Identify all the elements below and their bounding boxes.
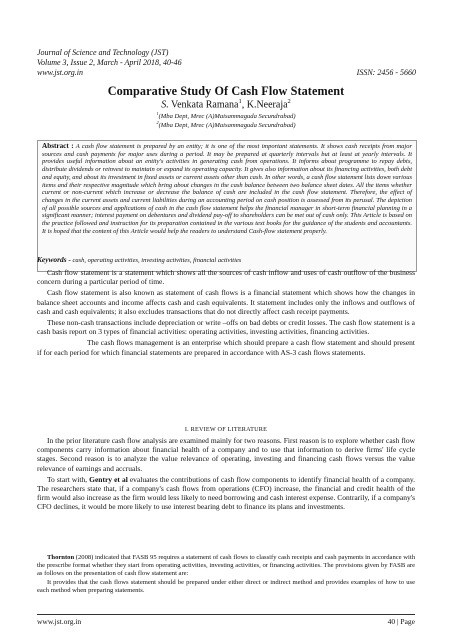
paragraph-6-author: Gentry et al [89,474,128,484]
footer-rule [37,614,415,615]
paragraph-6 [37,475,415,512]
journal-name: Journal of Science and Technology (JST) [37,48,169,57]
intro-paragraphs [37,268,415,357]
footer-website[interactable]: www.jst.org.in [37,617,82,626]
affiliation-2-text: (Mba Dept, Mrec (A)Maisammaguda Secundrabad) [158,122,296,130]
author-2-name: K.Neeraja [246,99,288,111]
keywords-text: cash, operating activities, investing activities, financial activities [70,257,242,264]
affiliation-1 [0,111,452,120]
section-heading: I. REVIEW OF LITERATURE [184,426,268,433]
paragraph-5: In the prior literature cash flow analysis are examined mainly for two reasons. First reason is to explore whether cash flow components carry information about financial health of a company and to use that information to derive firms' life cycle stages. Second reason is to analyze the value relevance of operating, investing and financing cash flows versus the value relevance of earnings and accruals. [37,436,415,473]
paragraph-4: The cash flows management is an enterprise which should prepare a cash flow statement and should present if for each period for which financial statements are prepared in accordance with AS-3 cash flows statements. [37,338,415,357]
review-paragraphs [37,436,415,512]
journal-issn: ISSN: 2456 - 5660 [356,68,416,77]
affiliation-2 [0,120,452,129]
abstract-label: Abstract : [42,142,74,150]
paragraph-7 [37,554,415,578]
paragraph-6-text: evaluates the contributions of cash flow components to identify financial health of a company. The researchers state that, if a company's cash flows from operations (CFO) increase, the financial and credit health of the firm would also increase as the firm would less likely to need borrowing and cash interest expense. Contrarily, if a company's CFO declines, it would be more likely to use interest bearing debt to finance its plans and investments. [37,474,415,512]
paragraph-7-author: Thornton [47,554,75,561]
author-2-sup: 2 [287,98,291,105]
author-separator: , [241,99,247,111]
paragraph-2: Cash flow statement is also known as statement of cash flows is a financial statement which shows how the changes in balance sheet accounts and income affects cash and cash equivalents. It statement includes only the inflows and outflows of cash and cash equivalents; it also excludes transactions that do not directly affect cash receipt payments. [37,288,415,316]
journal-volume: Volume 3, Issue 2, March - April 2018, 40-46 [37,58,182,67]
paragraph-7-text: (2008) indicated that FASB 95 requires a statement of cash flows to classify cash receipts and cash payments in accordance with the prescribe format whether they start from operating activities, investing activities, or financing activities. The provisions given by FASB are as follows on the presentation of cash flow statement are: [37,554,415,577]
author-1-initial: S. [161,99,169,111]
author-line [0,98,452,110]
journal-website[interactable]: www.jst.org.in [37,68,84,77]
paragraph-6-pre: To start with, [47,474,90,484]
abstract-text: A cash flow statement is prepared by an entity; it is one of the most important statements. It shows cash receipts from major sources and cash payments for major uses during a period. It may be prepared at quarterly intervals but at least at yearly intervals. It provides useful information about an entity's activities in generating cash from operations. It informs about programme to repay debts, distribute dividends or reinvest to maintain or expand its operating capacity. It gives also information about its financing activities, both debt and equity, and about its investment in fixed assets or current assets other than cash. In other words, a cash flow statement lists down various items and their respective magnitude which bring about changes in the cash balance between two balance sheet dates. All the items whether current or non-current which increase or decrease the balance of cash are included in the cash flow statement. Therefore, the effect of changes in the current assets and current liabilities during an accounting period on cash position is assessed from its perusal. The depiction of all possible sources and applications of cash in the cash flow statement helps the financial manager in short-term financial planning in a significant manner; interest payment on debentures and dividend pay-off to shareholders can be met out of cash only. This Article is based on the practice followed and instruction for its preparation contained in the various text books for the guidance of the students and accountants. It is hoped that the content of this Article would help the readers to understand Cash-flow statement properly. [42,143,412,235]
author-1-sup: 1 [238,98,242,105]
author-1-name: Venkata Ramana [168,99,239,111]
keywords [37,256,415,265]
paragraph-3: These non-cash transactions include depreciation or write –offs on bad debts or credit losses. The cash flow statement is a cash basis report on 3 types of financial activities: operating activities, investing activities, financing activities. [37,318,415,337]
abstract [42,143,412,235]
paragraph-8: It provides that the cash flows statement should be prepared under either direct or indirect method and provides examples of how to use each method when preparing statements. [37,578,415,594]
affiliation-2-sup: 2 [156,120,159,125]
review-paragraphs-small [37,554,415,595]
footer-page-number: 40 | Page [387,617,415,626]
affiliation-1-sup: 1 [156,111,159,116]
paragraph-1: Cash flow statement is a statement which shows all the sources of cash inflow and uses of cash outflow of the business concern during a particular period of time. [37,268,415,287]
affiliation-1-text: (Mba Dept, Mrec (A)Maisammaguda Secundrabad) [158,113,296,121]
paper-title: Comparative Study Of Cash Flow Statement [107,84,345,98]
keywords-label: Keywords - [37,255,71,264]
